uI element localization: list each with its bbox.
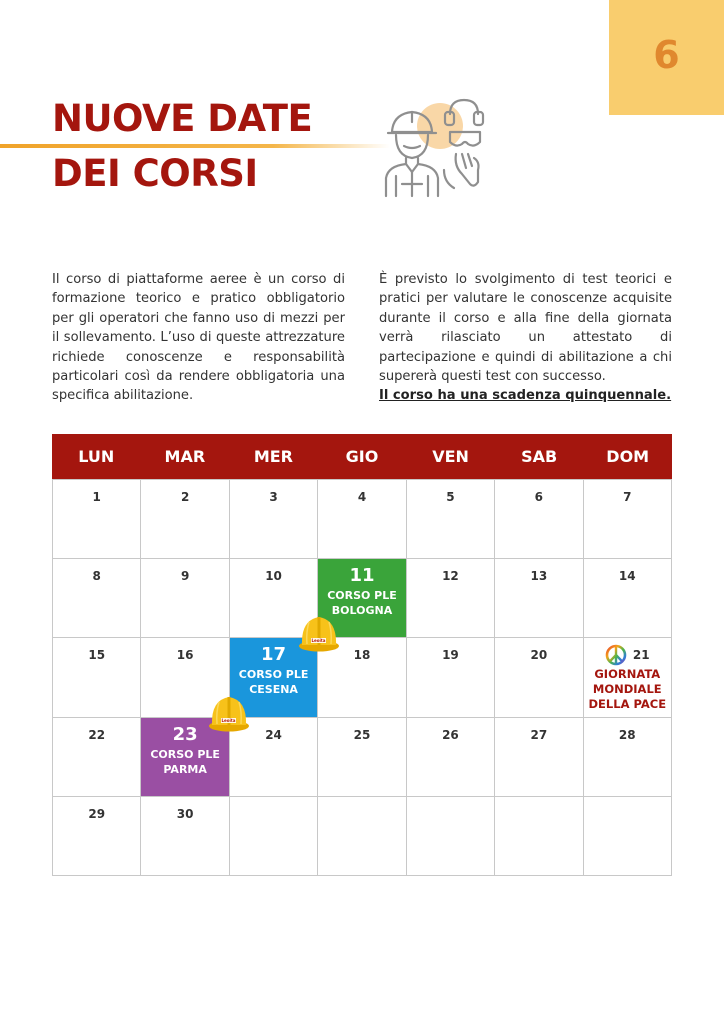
calendar-day-cell bbox=[53, 718, 141, 797]
weekday-sun: DOM bbox=[606, 447, 650, 466]
calendar-empty-cell bbox=[318, 797, 406, 876]
page-number: 6 bbox=[653, 32, 680, 77]
calendar-day-cell bbox=[318, 718, 406, 797]
calendar-day-number: 11 bbox=[349, 565, 375, 587]
course-expiry-note: Il corso ha una scadenza quinquennale. bbox=[379, 388, 672, 404]
calendar-empty-cell bbox=[407, 797, 495, 876]
weekday-mon: LUN bbox=[78, 447, 115, 466]
title-accent-line bbox=[0, 144, 390, 148]
calendar-day-cell bbox=[53, 797, 141, 876]
calendar-day-number: 8 bbox=[92, 569, 101, 584]
calendar-day-number: 6 bbox=[534, 490, 544, 504]
calendar-day-number: 24 bbox=[265, 727, 282, 742]
calendar-day-cell bbox=[495, 718, 583, 797]
calendar-day-number: 20 bbox=[530, 648, 548, 663]
calendar-day-number: 3 bbox=[269, 490, 278, 504]
intro-text-right: È previsto lo svolgimento di test teorici e pratici per valutare le conoscenze acquisite durante il corso e alla fine della giornata verrà rilasciato un attestato di partecipazione e quindi di abilitazione a chi supererà questi test con successo. bbox=[379, 272, 672, 385]
peace-symbol-icon bbox=[605, 644, 627, 666]
weekday-sat: SAB bbox=[521, 447, 558, 466]
calendar-day-cell bbox=[584, 480, 672, 559]
special-day-header bbox=[605, 644, 650, 666]
calendar-day-number: 19 bbox=[442, 648, 459, 663]
course-event-label: CORSO PLE PARMA bbox=[150, 747, 220, 776]
calendar-day-cell bbox=[407, 718, 495, 797]
calendar-day-number: 14 bbox=[618, 569, 636, 584]
hard-hat-icon bbox=[207, 692, 251, 734]
calendar-day-cell bbox=[495, 559, 583, 638]
calendar-day-number: 29 bbox=[88, 806, 106, 821]
calendar-day-cell bbox=[230, 480, 318, 559]
hard-hat-label: Leoita bbox=[221, 718, 236, 724]
calendar-day-number: 12 bbox=[442, 569, 459, 584]
course-event-label: CORSO PLE BOLOGNA bbox=[327, 589, 397, 618]
calendar-empty-cell bbox=[584, 797, 672, 876]
construction-worker-safety-gear-icon bbox=[374, 92, 494, 204]
page-number-tab bbox=[609, 0, 724, 115]
calendar-day-cell bbox=[53, 559, 141, 638]
course-event-label: CORSO PLE CESENA bbox=[238, 668, 309, 697]
calendar-day-number: 9 bbox=[180, 569, 190, 584]
calendar-day-number: 13 bbox=[530, 569, 548, 584]
calendar-header bbox=[52, 434, 672, 479]
hard-hat-icon bbox=[297, 612, 341, 654]
calendar-day-number: 15 bbox=[88, 648, 106, 663]
calendar-day-number: 10 bbox=[265, 569, 282, 584]
weekday-wed: MER bbox=[253, 447, 293, 466]
calendar-day-number: 23 bbox=[172, 723, 198, 745]
calendar-day-cell bbox=[141, 480, 229, 559]
calendar-day-cell bbox=[318, 480, 406, 559]
calendar-day-number: 30 bbox=[176, 806, 194, 821]
calendar-day-number: 25 bbox=[353, 727, 371, 742]
page-title-line-2: DEI CORSI bbox=[52, 152, 258, 195]
calendar-grid bbox=[52, 479, 672, 876]
course-calendar bbox=[52, 434, 672, 876]
calendar-day-cell bbox=[141, 559, 229, 638]
calendar-day-cell bbox=[495, 480, 583, 559]
calendar-day-number: 7 bbox=[623, 490, 632, 504]
hard-hat-label: Leoita bbox=[311, 638, 326, 644]
intro-right-column bbox=[379, 270, 672, 406]
intro-text-left: Il corso di piattaforme aeree è un corso di formazione teorico e pratico obbligatorio per gli operatori che fanno uso di mezzi per il sollevamento. L’uso di queste attrezzature richiede conoscenze e responsabilità particolari così da rendere obbligatoria una specifica abilitazione. bbox=[52, 272, 345, 404]
calendar-empty-cell bbox=[230, 797, 318, 876]
calendar-day-cell bbox=[53, 480, 141, 559]
calendar-day-number: 28 bbox=[618, 727, 636, 742]
calendar-day-number: 5 bbox=[446, 490, 455, 504]
calendar-day-number: 21 bbox=[632, 648, 650, 663]
calendar-day-cell bbox=[141, 797, 229, 876]
calendar-day-number: 27 bbox=[530, 727, 548, 742]
calendar-special-day-cell bbox=[584, 638, 672, 717]
weekday-tue: MAR bbox=[164, 447, 206, 466]
calendar-day-number: 16 bbox=[176, 648, 194, 663]
calendar-day-cell bbox=[407, 638, 495, 717]
calendar-day-number: 1 bbox=[92, 490, 101, 504]
weekday-fri: VEN bbox=[432, 447, 469, 466]
calendar-day-cell bbox=[407, 480, 495, 559]
weekday-thu: GIO bbox=[345, 447, 379, 466]
calendar-day-number: 2 bbox=[180, 490, 190, 504]
page-title-line-1: NUOVE DATE bbox=[52, 97, 313, 140]
calendar-day-number: 22 bbox=[88, 727, 106, 742]
calendar-day-number: 4 bbox=[357, 490, 367, 504]
calendar-day-number: 18 bbox=[353, 648, 371, 663]
calendar-day-cell bbox=[495, 638, 583, 717]
calendar-day-cell bbox=[584, 718, 672, 797]
calendar-day-number: 17 bbox=[261, 644, 287, 666]
special-day-label: GIORNATA MONDIALE DELLA PACE bbox=[588, 667, 667, 712]
calendar-day-number: 26 bbox=[442, 727, 459, 742]
calendar-day-cell bbox=[584, 559, 672, 638]
calendar-empty-cell bbox=[495, 797, 583, 876]
calendar-day-cell bbox=[407, 559, 495, 638]
calendar-day-cell bbox=[53, 638, 141, 717]
